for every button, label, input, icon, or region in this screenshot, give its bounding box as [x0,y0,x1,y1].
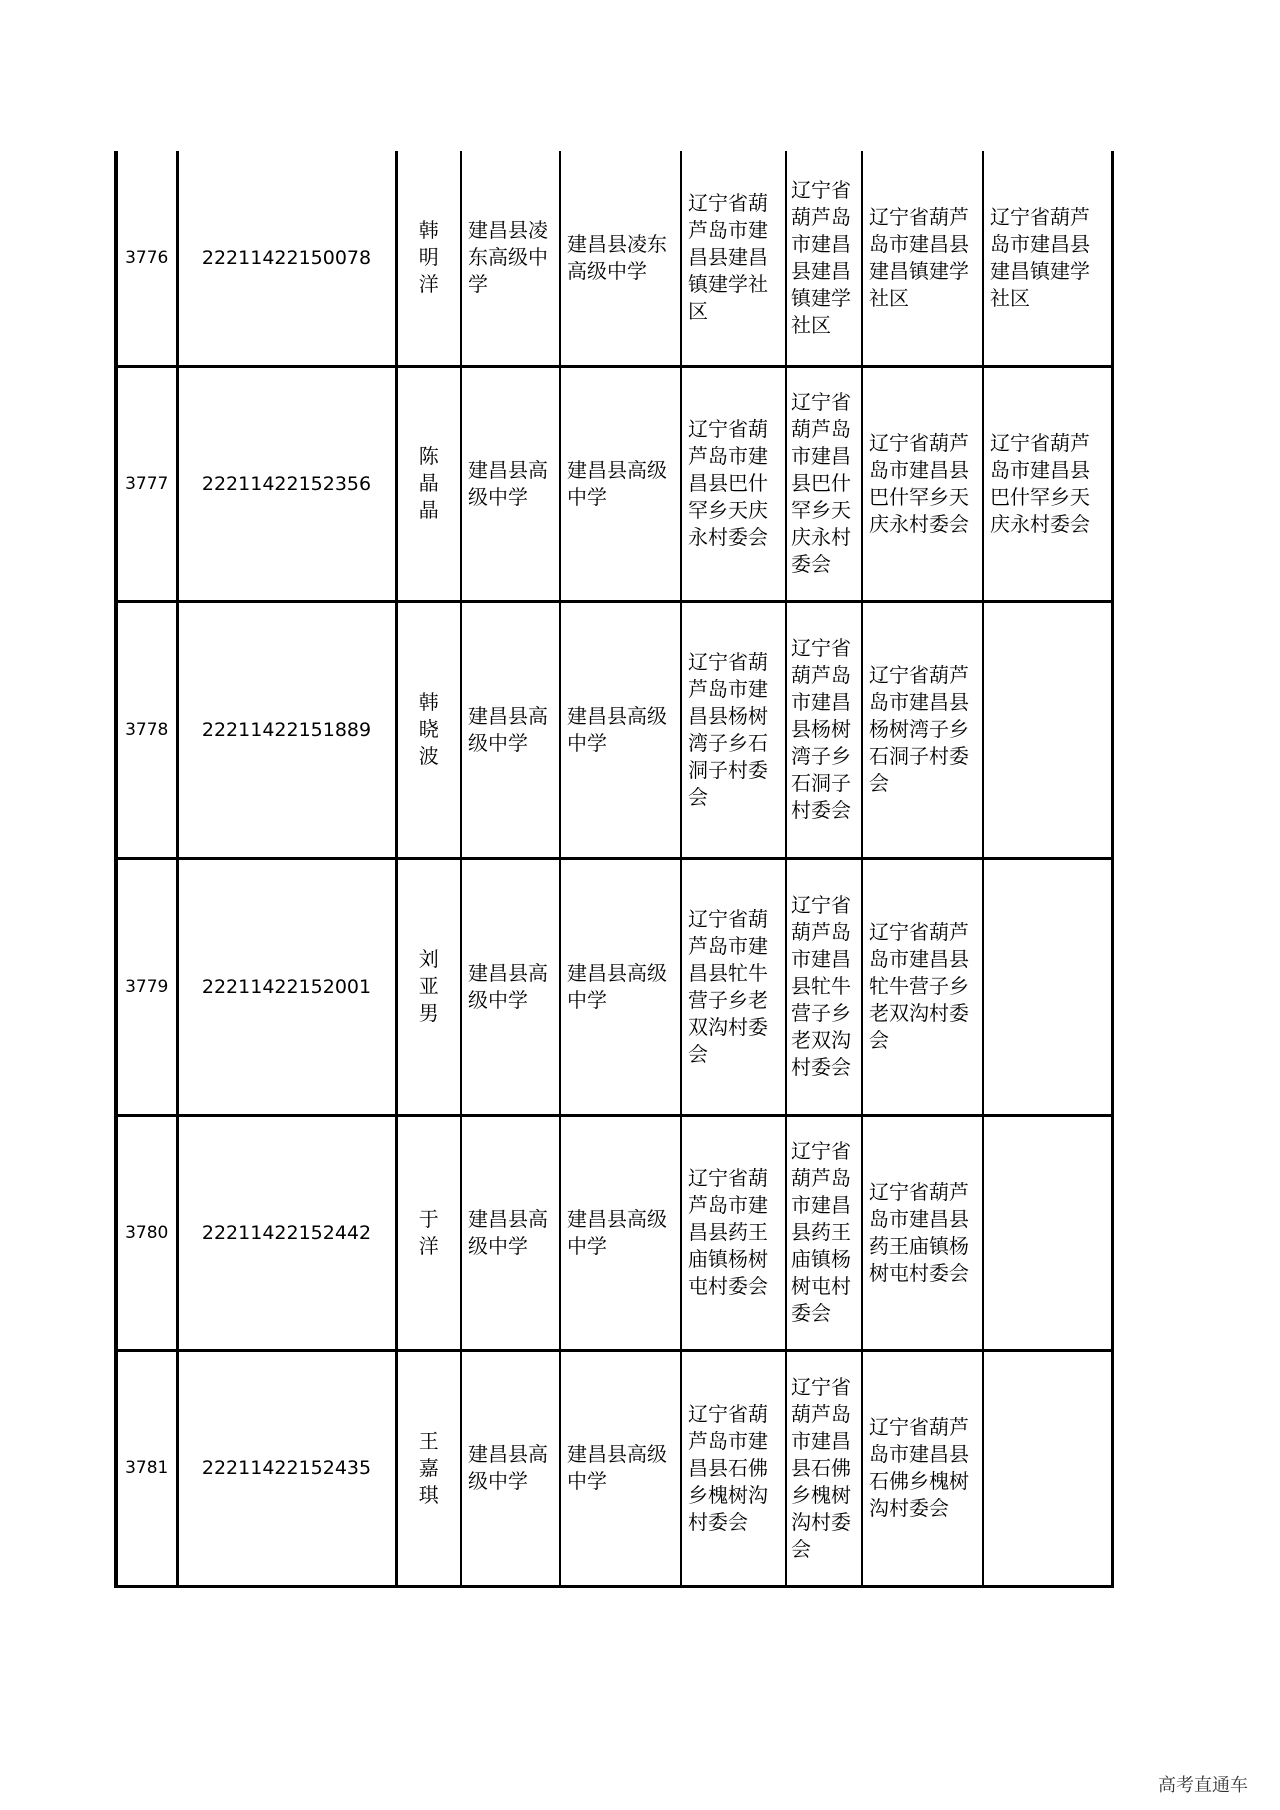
candidate-id-cell: 22211422150078 [177,151,396,366]
grad-school-cell: 建昌县凌东高级中学 [560,151,681,366]
name-cell: 韩晓波 [396,601,461,858]
school-cell: 建昌县高级中学 [461,366,560,601]
records-table [114,151,1114,1588]
address-cell-2: 辽宁省葫芦岛市建昌县石佛乡槐树沟村委会 [786,1350,862,1586]
table-row [116,601,1112,858]
grad-school-cell: 建昌县高级中学 [560,858,681,1115]
name-cell: 陈晶晶 [396,366,461,601]
school-cell: 建昌县高级中学 [461,1115,560,1350]
address-cell-2: 辽宁省葫芦岛市建昌县药王庙镇杨树屯村委会 [786,1115,862,1350]
grad-school-cell: 建昌县高级中学 [560,601,681,858]
table-row [116,1115,1112,1350]
address-cell-4 [983,858,1112,1115]
address-cell-4 [983,1115,1112,1350]
candidate-id-cell: 22211422152356 [177,366,396,601]
address-cell-4 [983,601,1112,858]
address-cell-3: 辽宁省葫芦岛市建昌县牤牛营子乡老双沟村委会 [862,858,983,1115]
candidate-id-cell: 22211422152435 [177,1350,396,1586]
address-cell-3: 辽宁省葫芦岛市建昌县石佛乡槐树沟村委会 [862,1350,983,1586]
address-cell-3: 辽宁省葫芦岛市建昌县建昌镇建学社区 [862,151,983,366]
address-cell-1: 辽宁省葫芦岛市建昌县巴什罕乡天庆永村委会 [681,366,786,601]
candidate-id-cell: 22211422151889 [177,601,396,858]
grad-school-cell: 建昌县高级中学 [560,1115,681,1350]
name-cell: 于洋 [396,1115,461,1350]
candidate-id-cell: 22211422152442 [177,1115,396,1350]
seq-cell: 3780 [116,1115,177,1350]
address-cell-2: 辽宁省葫芦岛市建昌县建昌镇建学社区 [786,151,862,366]
grad-school-cell: 建昌县高级中学 [560,366,681,601]
address-cell-2: 辽宁省葫芦岛市建昌县巴什罕乡天庆永村委会 [786,366,862,601]
seq-cell: 3781 [116,1350,177,1586]
table-body [116,151,1112,1586]
address-cell-1: 辽宁省葫芦岛市建昌县杨树湾子乡石洞子村委会 [681,601,786,858]
school-cell: 建昌县高级中学 [461,1350,560,1586]
table-row [116,858,1112,1115]
school-cell: 建昌县高级中学 [461,858,560,1115]
address-cell-1: 辽宁省葫芦岛市建昌县石佛乡槐树沟村委会 [681,1350,786,1586]
address-cell-1: 辽宁省葫芦岛市建昌县牤牛营子乡老双沟村委会 [681,858,786,1115]
name-cell: 韩明洋 [396,151,461,366]
address-cell-4: 辽宁省葫芦岛市建昌县建昌镇建学社区 [983,151,1112,366]
address-cell-3: 辽宁省葫芦岛市建昌县杨树湾子乡石洞子村委会 [862,601,983,858]
address-cell-4 [983,1350,1112,1586]
grad-school-cell: 建昌县高级中学 [560,1350,681,1586]
address-cell-1: 辽宁省葫芦岛市建昌县药王庙镇杨树屯村委会 [681,1115,786,1350]
name-cell: 刘亚男 [396,858,461,1115]
table-row [116,1350,1112,1586]
seq-cell: 3776 [116,151,177,366]
school-cell: 建昌县高级中学 [461,601,560,858]
table-row [116,151,1112,366]
address-cell-2: 辽宁省葫芦岛市建昌县杨树湾子乡石洞子村委会 [786,601,862,858]
address-cell-3: 辽宁省葫芦岛市建昌县药王庙镇杨树屯村委会 [862,1115,983,1350]
school-cell: 建昌县凌东高级中学 [461,151,560,366]
table-row [116,366,1112,601]
candidate-id-cell: 22211422152001 [177,858,396,1115]
name-cell: 王嘉琪 [396,1350,461,1586]
address-cell-1: 辽宁省葫芦岛市建昌县建昌镇建学社区 [681,151,786,366]
address-cell-2: 辽宁省葫芦岛市建昌县牤牛营子乡老双沟村委会 [786,858,862,1115]
address-cell-3: 辽宁省葫芦岛市建昌县巴什罕乡天庆永村委会 [862,366,983,601]
watermark-text: 高考直通车 [1158,1775,1248,1796]
seq-cell: 3779 [116,858,177,1115]
seq-cell: 3777 [116,366,177,601]
address-cell-4: 辽宁省葫芦岛市建昌县巴什罕乡天庆永村委会 [983,366,1112,601]
seq-cell: 3778 [116,601,177,858]
